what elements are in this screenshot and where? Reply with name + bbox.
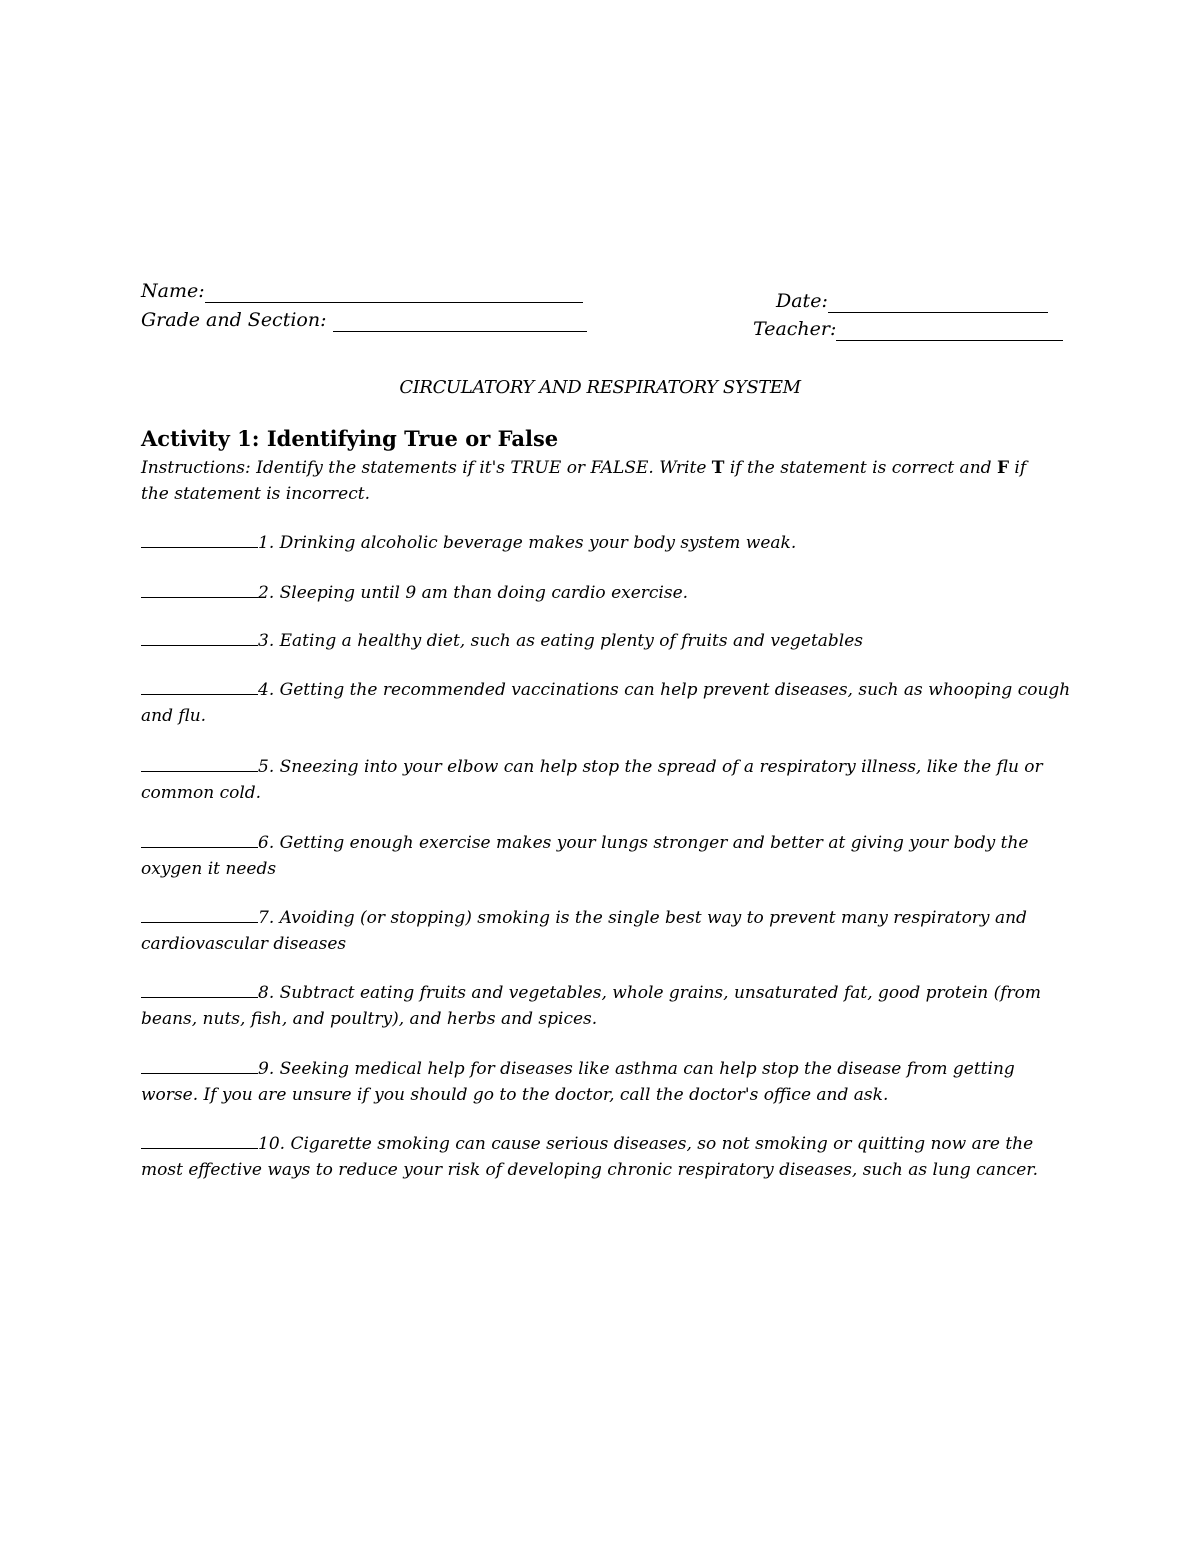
question-text-5: 5. Sneezing into your elbow can help stop the spread of a respiratory illness, like the flu or common cold. xyxy=(141,757,1043,803)
teacher-input-line[interactable] xyxy=(836,320,1063,341)
date-input-line[interactable] xyxy=(828,292,1048,313)
name-input-line[interactable] xyxy=(205,282,583,303)
answer-blank-4[interactable] xyxy=(141,678,258,695)
question-item-6 xyxy=(141,831,1071,882)
question-text-6: 6. Getting enough exercise makes your lungs stronger and better at giving your body the oxygen it needs xyxy=(141,833,1029,879)
teacher-label: Teacher: xyxy=(753,318,837,340)
question-item-5 xyxy=(141,755,1071,806)
question-item-1 xyxy=(141,531,1071,557)
instructions xyxy=(141,455,1041,507)
question-item-7 xyxy=(141,906,1071,957)
answer-blank-6[interactable] xyxy=(141,831,258,848)
date-field[interactable] xyxy=(776,289,1048,313)
question-text-7: 7. Avoiding (or stopping) smoking is the single best way to prevent many respiratory and cardiovascular diseases xyxy=(141,908,1027,954)
question-text-8: 8. Subtract eating fruits and vegetables, whole grains, unsaturated fat, good protein (from beans, nuts, fish, and poultry), and herbs and spices. xyxy=(141,983,1041,1029)
question-text-3: 3. Eating a healthy diet, such as eating plenty of fruits and vegetables xyxy=(258,631,864,651)
teacher-field[interactable] xyxy=(753,317,1063,341)
question-item-9 xyxy=(141,1057,1071,1108)
answer-blank-5[interactable] xyxy=(141,755,258,772)
instructions-text-1: Instructions: Identify the statements if it's TRUE or FALSE. Write xyxy=(141,458,712,478)
instructions-text-3: if the statement is incorrect. xyxy=(141,458,1027,504)
question-text-10: 10. Cigarette smoking can cause serious diseases, so not smoking or quitting now are the most effective ways to reduce your risk of developing chronic respiratory diseases, such as lung cancer. xyxy=(141,1134,1038,1180)
activity-title: Activity 1: Identifying True or False xyxy=(141,426,559,451)
question-text-1: 1. Drinking alcoholic beverage makes your body system weak. xyxy=(258,533,797,553)
question-item-3 xyxy=(141,629,1071,655)
document-title: CIRCULATORY AND RESPIRATORY SYSTEM xyxy=(399,377,801,398)
answer-blank-3[interactable] xyxy=(141,629,258,646)
answer-blank-8[interactable] xyxy=(141,981,258,998)
answer-blank-10[interactable] xyxy=(141,1132,258,1149)
question-text-2: 2. Sleeping until 9 am than doing cardio exercise. xyxy=(258,583,689,603)
name-field[interactable] xyxy=(141,279,583,303)
question-text-9: 9. Seeking medical help for diseases like asthma can help stop the disease from getting worse. If you are unsure if you should go to the doctor, call the doctor's office and ask. xyxy=(141,1059,1015,1105)
question-item-8 xyxy=(141,981,1071,1032)
grade-section-label: Grade and Section: xyxy=(141,309,327,331)
answer-blank-1[interactable] xyxy=(141,531,258,548)
answer-blank-7[interactable] xyxy=(141,906,258,923)
question-text-4: 4. Getting the recommended vaccinations can help prevent diseases, such as whooping cough and flu. xyxy=(141,680,1071,726)
true-letter: T xyxy=(711,458,725,478)
answer-blank-9[interactable] xyxy=(141,1057,258,1074)
date-label: Date: xyxy=(776,290,828,312)
false-letter: F xyxy=(996,458,1010,478)
question-item-2 xyxy=(141,581,1071,607)
grade-section-input-line[interactable] xyxy=(333,311,587,332)
instructions-text-2: if the statement is correct and xyxy=(724,458,997,478)
answer-blank-2[interactable] xyxy=(141,581,258,598)
question-item-10 xyxy=(141,1132,1071,1183)
grade-section-field[interactable] xyxy=(141,308,587,332)
question-item-4 xyxy=(141,678,1071,729)
name-label: Name: xyxy=(141,280,205,302)
